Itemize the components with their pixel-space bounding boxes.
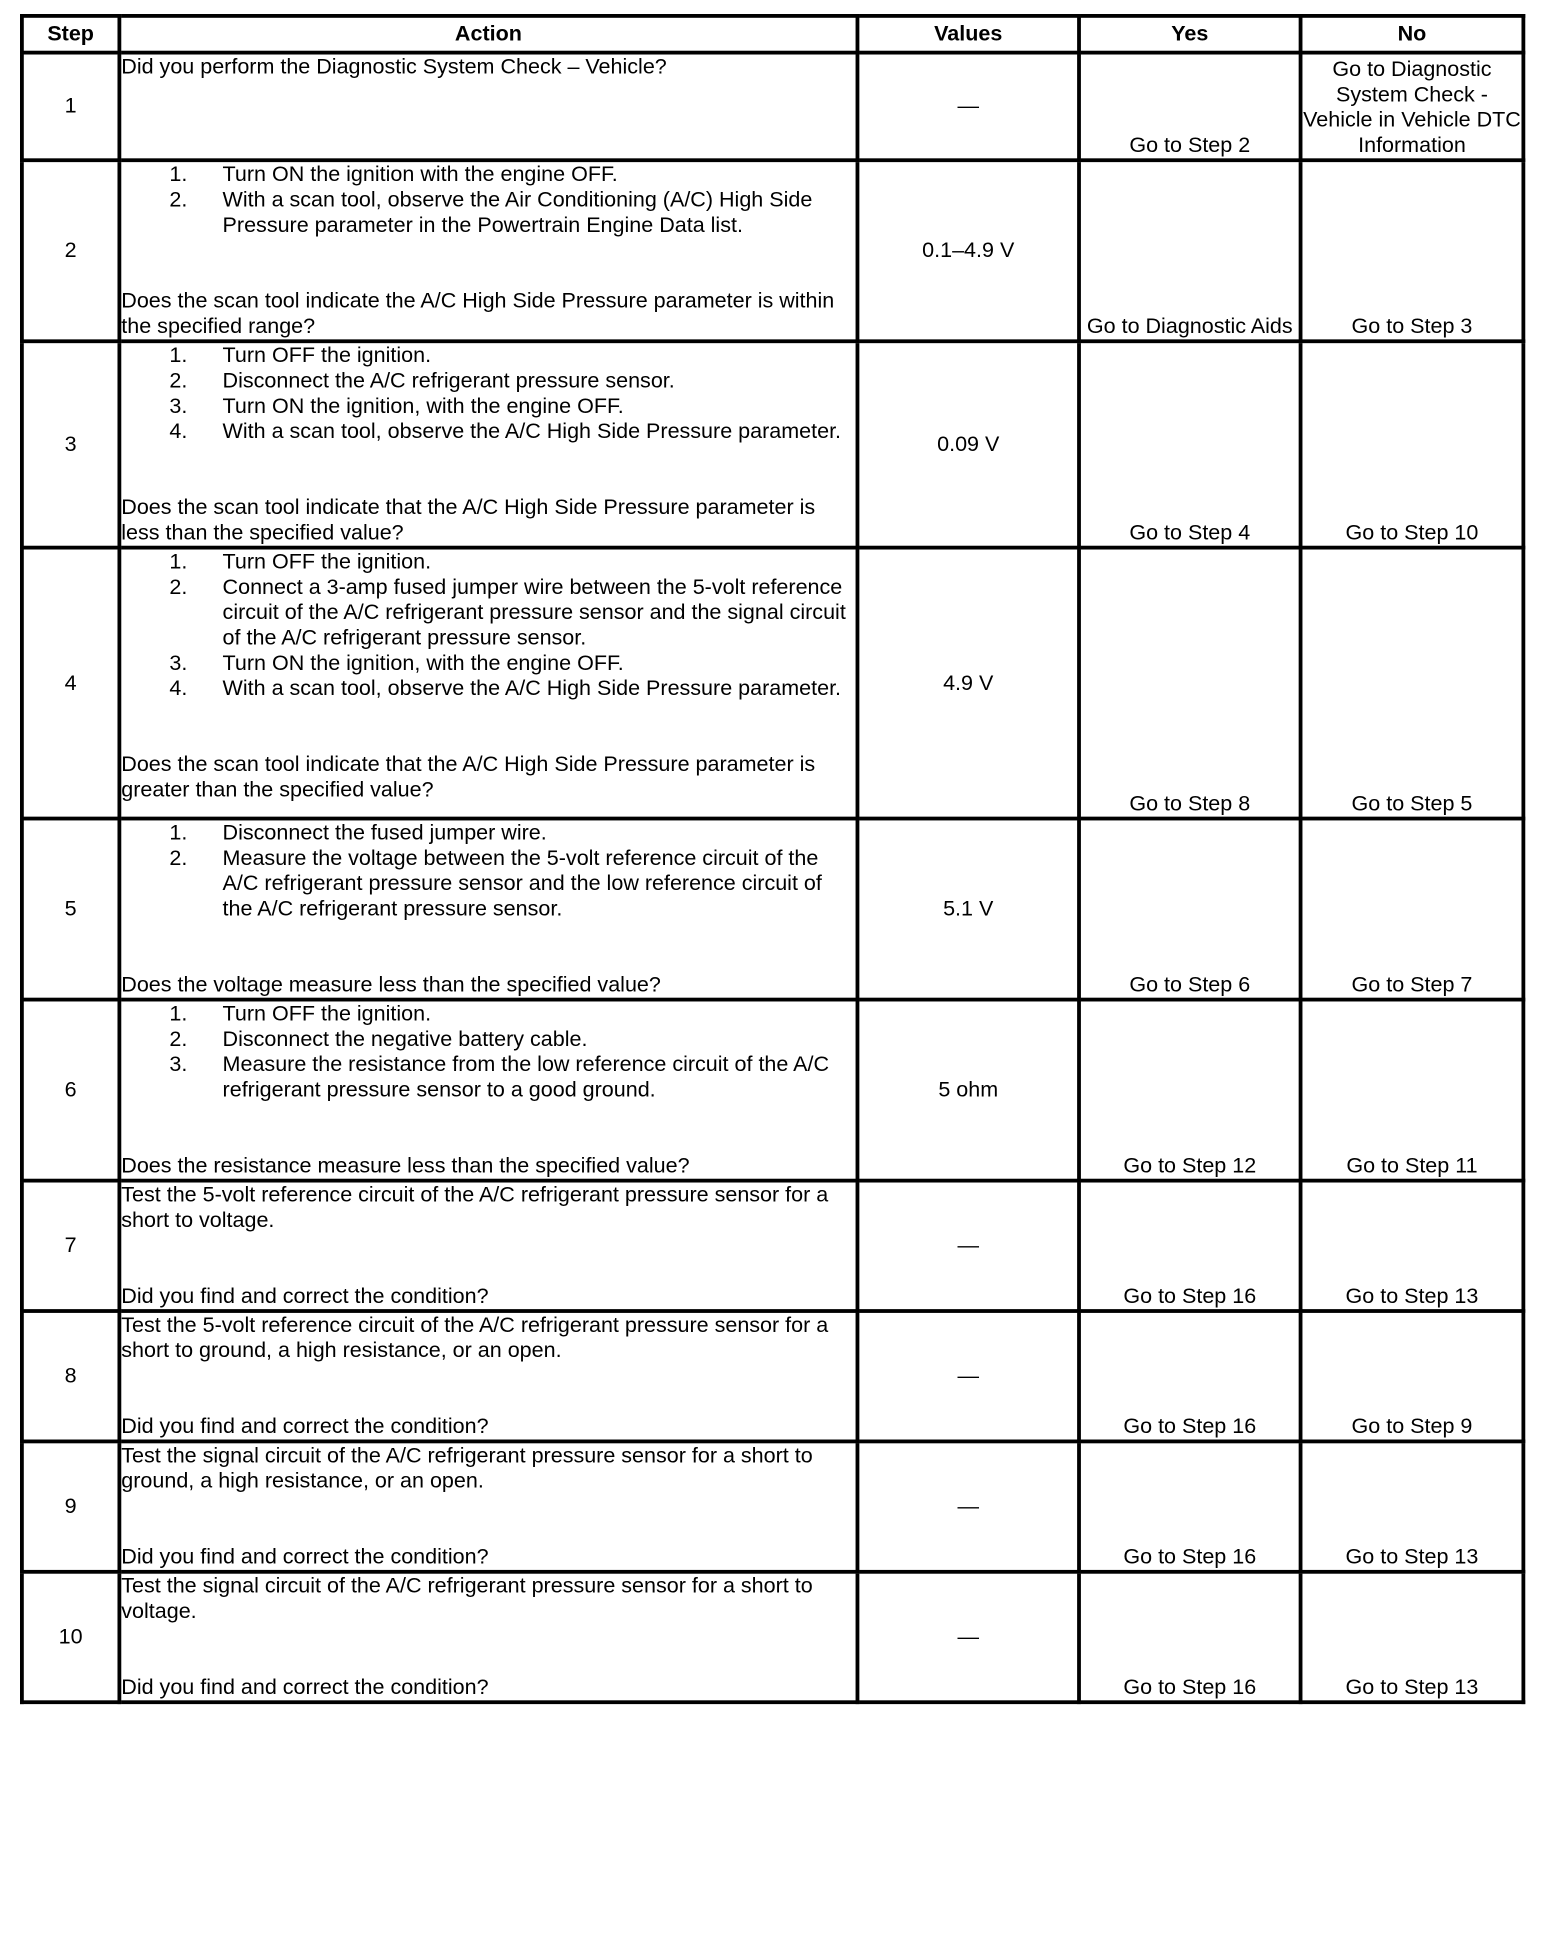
action-step-item	[121, 846, 855, 922]
action-step-number: 3.	[169, 650, 188, 675]
action-steps	[121, 1001, 855, 1102]
no-cell: Go to Step 13	[1301, 1572, 1524, 1702]
action-cell	[119, 53, 857, 161]
action-step-item	[121, 1001, 855, 1026]
action-top	[121, 162, 855, 238]
values-cell: —	[857, 53, 1079, 161]
table-row	[22, 1181, 1523, 1311]
yes-cell: Go to Step 8	[1079, 548, 1301, 819]
values-cell: 4.9 V	[857, 548, 1079, 819]
values-cell: —	[857, 1181, 1079, 1311]
no-cell: Go to Step 7	[1301, 819, 1524, 1000]
action-question: Does the resistance measure less than the specified value?	[121, 1153, 690, 1178]
step-number: 1	[22, 53, 119, 161]
action-step-item	[121, 676, 855, 701]
yes-cell: Go to Diagnostic Aids	[1079, 160, 1301, 341]
action-step-text: Turn OFF the ignition.	[222, 549, 432, 574]
action-step-text: Connect a 3-amp fused jumper wire between the 5-volt reference circuit of the A/C refrigerant pressure sensor and the signal circuit of the A/C refrigerant pressure sensor.	[222, 574, 846, 650]
action-question: Did you find and correct the condition?	[121, 1414, 489, 1439]
action-content	[121, 162, 855, 339]
action-step-item	[121, 394, 855, 419]
step-number: 4	[22, 548, 119, 819]
action-content	[121, 55, 855, 80]
action-step-item	[121, 368, 855, 393]
action-intro: Test the 5-volt reference circuit of the A/C refrigerant pressure sensor for a short to voltage.	[121, 1182, 829, 1232]
no-cell: Go to Step 5	[1301, 548, 1524, 819]
header-yes: Yes	[1079, 16, 1301, 53]
action-cell	[119, 160, 857, 341]
values-cell: 0.09 V	[857, 341, 1079, 547]
action-cell	[119, 1441, 857, 1571]
action-step-text: With a scan tool, observe the A/C High Side Pressure parameter.	[222, 419, 842, 444]
table-row	[22, 1000, 1523, 1181]
action-question: Does the scan tool indicate that the A/C High Side Pressure parameter is greater than the specified value?	[121, 752, 816, 802]
action-cell	[119, 1000, 857, 1181]
action-question: Did you find and correct the condition?	[121, 1283, 489, 1308]
action-step-item	[121, 1052, 855, 1103]
action-content	[121, 820, 855, 997]
table-row	[22, 160, 1523, 341]
action-step-number: 1.	[169, 1001, 188, 1026]
action-top	[121, 343, 855, 444]
action-step-text: Disconnect the fused jumper wire.	[222, 820, 547, 845]
step-number: 5	[22, 819, 119, 1000]
action-steps	[121, 820, 855, 921]
header-no: No	[1301, 16, 1524, 53]
header-step: Step	[22, 16, 119, 53]
action-content	[121, 550, 855, 803]
action-step-number: 2.	[169, 1026, 188, 1051]
diagnostic-table	[20, 14, 1525, 1704]
step-number: 8	[22, 1311, 119, 1441]
yes-cell: Go to Step 16	[1079, 1181, 1301, 1311]
values-cell: 5.1 V	[857, 819, 1079, 1000]
action-question: Does the voltage measure less than the specified value?	[121, 972, 661, 997]
action-top	[121, 1183, 855, 1234]
action-top	[121, 1313, 855, 1364]
no-cell: Go to Step 10	[1301, 341, 1524, 547]
action-content	[121, 1183, 855, 1310]
action-steps	[121, 162, 855, 238]
action-cell	[119, 341, 857, 547]
yes-cell: Go to Step 16	[1079, 1311, 1301, 1441]
diagnostic-table-page	[20, 14, 1521, 1704]
yes-cell: Go to Step 4	[1079, 341, 1301, 547]
action-intro: Test the signal circuit of the A/C refrigerant pressure sensor for a short to voltage.	[121, 1573, 813, 1624]
action-step-item	[121, 820, 855, 845]
action-question: Did you find and correct the condition?	[121, 1674, 489, 1700]
table-row	[22, 819, 1523, 1000]
yes-cell: Go to Step 6	[1079, 819, 1301, 1000]
action-step-text: Turn ON the ignition, with the engine OFF.	[222, 650, 624, 675]
table-row	[22, 1441, 1523, 1571]
action-step-text: With a scan tool, observe the Air Conditioning (A/C) High Side Pressure parameter in the Powertrain Engine Data list.	[222, 187, 813, 237]
action-cell	[119, 1311, 857, 1441]
no-cell: Go to Step 11	[1301, 1000, 1524, 1181]
action-step-item	[121, 419, 855, 444]
action-steps	[121, 343, 855, 444]
action-step-text: Turn OFF the ignition.	[222, 343, 432, 368]
action-step-number: 2.	[169, 845, 188, 870]
values-cell: —	[857, 1572, 1079, 1702]
action-step-number: 3.	[169, 1052, 188, 1077]
action-step-number: 1.	[169, 549, 188, 574]
action-question: Does the scan tool indicate the A/C High Side Pressure parameter is within the specified range?	[121, 288, 835, 339]
action-intro: Test the signal circuit of the A/C refrigerant pressure sensor for a short to ground, a high resistance, or an open.	[121, 1443, 813, 1493]
action-content	[121, 343, 855, 546]
header-values: Values	[857, 16, 1079, 53]
values-cell: 0.1–4.9 V	[857, 160, 1079, 341]
no-cell: Go to Step 9	[1301, 1311, 1524, 1441]
action-question: Did you find and correct the condition?	[121, 1544, 489, 1569]
action-step-number: 1.	[169, 820, 188, 845]
action-cell	[119, 1572, 857, 1702]
no-cell: Go to Diagnostic System Check - Vehicle in Vehicle DTC Information	[1301, 53, 1524, 161]
action-top	[121, 820, 855, 921]
no-cell: Go to Step 13	[1301, 1441, 1524, 1571]
yes-cell: Go to Step 16	[1079, 1572, 1301, 1702]
header-action: Action	[119, 16, 857, 53]
action-cell	[119, 819, 857, 1000]
action-top	[121, 1574, 855, 1625]
action-top	[121, 55, 855, 80]
action-step-number: 2.	[169, 574, 188, 599]
table-row	[22, 1311, 1523, 1441]
action-step-number: 4.	[169, 419, 188, 444]
values-cell: —	[857, 1311, 1079, 1441]
no-cell: Go to Step 13	[1301, 1181, 1524, 1311]
values-cell: —	[857, 1441, 1079, 1571]
step-number: 7	[22, 1181, 119, 1311]
action-step-number: 3.	[169, 393, 188, 418]
action-step-item	[121, 187, 855, 238]
action-step-text: Disconnect the A/C refrigerant pressure sensor.	[222, 368, 675, 393]
step-number: 3	[22, 341, 119, 547]
no-cell: Go to Step 3	[1301, 160, 1524, 341]
action-step-number: 2.	[169, 187, 188, 212]
action-step-item	[121, 575, 855, 651]
yes-cell: Go to Step 16	[1079, 1441, 1301, 1571]
yes-cell: Go to Step 12	[1079, 1000, 1301, 1181]
action-content	[121, 1574, 855, 1701]
action-cell	[119, 548, 857, 819]
action-step-number: 1.	[169, 162, 188, 187]
table-row	[22, 1572, 1523, 1702]
action-step-text: Disconnect the negative battery cable.	[222, 1026, 588, 1051]
action-step-text: With a scan tool, observe the A/C High Side Pressure parameter.	[222, 676, 842, 701]
action-step-item	[121, 651, 855, 676]
action-step-number: 2.	[169, 368, 188, 393]
action-cell	[119, 1181, 857, 1311]
action-content	[121, 1443, 855, 1570]
values-cell: 5 ohm	[857, 1000, 1079, 1181]
action-step-text: Turn OFF the ignition.	[222, 1001, 432, 1026]
step-number: 6	[22, 1000, 119, 1181]
action-intro: Did you perform the Diagnostic System Check – Vehicle?	[121, 54, 667, 79]
action-content	[121, 1313, 855, 1440]
step-number: 10	[22, 1572, 119, 1702]
action-step-item	[121, 343, 855, 368]
action-step-text: Measure the voltage between the 5-volt reference circuit of the A/C refrigerant pressure sensor and the low reference circuit of the A/C refrigerant pressure sensor.	[222, 845, 822, 921]
action-top	[121, 1001, 855, 1102]
step-number: 9	[22, 1441, 119, 1571]
action-step-text: Measure the resistance from the low reference circuit of the A/C refrigerant pressure sensor to a good ground.	[222, 1052, 830, 1102]
action-top	[121, 1443, 855, 1494]
action-step-number: 4.	[169, 676, 188, 701]
table-row	[22, 53, 1523, 161]
action-content	[121, 1001, 855, 1178]
table-row	[22, 341, 1523, 547]
action-step-item	[121, 162, 855, 187]
action-steps	[121, 550, 855, 702]
step-number: 2	[22, 160, 119, 341]
yes-cell: Go to Step 2	[1079, 53, 1301, 161]
action-step-number: 1.	[169, 343, 188, 368]
action-step-text: Turn ON the ignition with the engine OFF.	[222, 162, 618, 187]
action-step-item	[121, 550, 855, 575]
action-top	[121, 550, 855, 702]
action-step-text: Turn ON the ignition, with the engine OFF.	[222, 393, 624, 418]
table-row	[22, 548, 1523, 819]
action-intro: Test the 5-volt reference circuit of the A/C refrigerant pressure sensor for a short to ground, a high resistance, or an open.	[121, 1312, 829, 1363]
action-step-item	[121, 1027, 855, 1052]
action-question: Does the scan tool indicate that the A/C High Side Pressure parameter is less than the specified value?	[121, 495, 816, 545]
header-row	[22, 16, 1523, 53]
